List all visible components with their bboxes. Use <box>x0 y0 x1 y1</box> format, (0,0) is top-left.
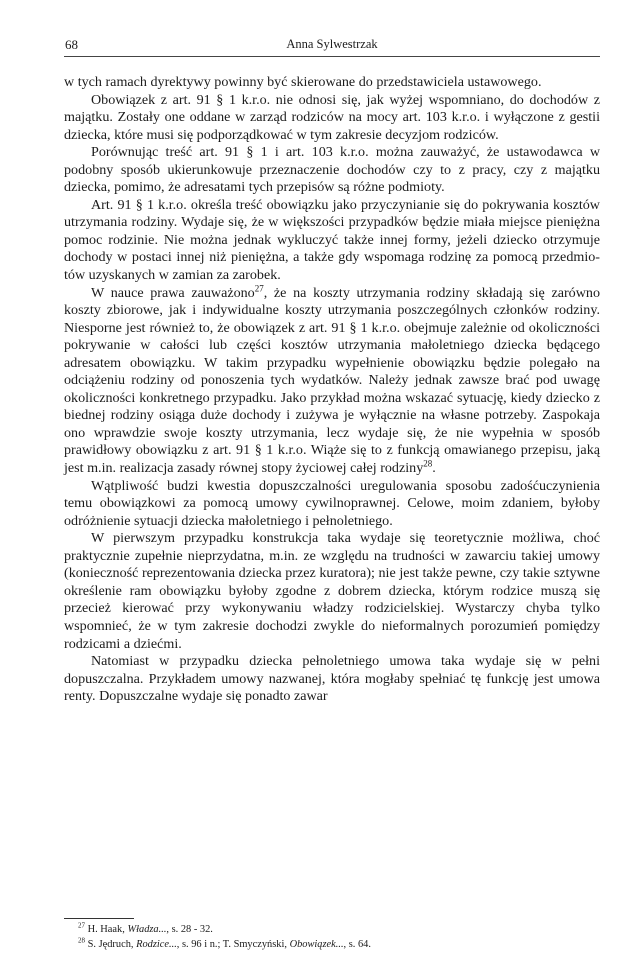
paragraph-5-body: , że na koszty utrzymania rodziny składają się zarówno koszty zbiorowe, jak i indywidualne koszty utrzymania poszczególnych członków rodziny. Niesporne jest również to, że obowiązek z art. 91 § 1 k.r.o. obejmuje zależnie od okoliczności pokrywanie w całości lub części kosztów utrzymania małoletniego dziecka będącego adresatem obowiązku. W takim przypadku wypełnienie obowiązku będzie polegało na odciążeniu rodziny od ponoszenia tych wydatków. Należy jednak zawsze brać pod uwagę okoliczności konkretnego przypadku. Jako przykład można wskazać sytuację, kiedy dziecko z biednej rodziny osiąga duże dochody i zużywa je wyłącznie na własne potrzeby. Zaspokaja ono wprawdzie swoje koszty utrzymania, lecz wydaje się, że nie wypełnia w sposób prawidłowy obowiązku z art. 91 § 1 k.r.o. Wiąże się to z funkcją omawianego przepisu, jaką jest m.in. realizacja zasady równej stopy życiowej całej rodziny <box>64 284 601 477</box>
footnote-title: Władza... <box>127 924 167 935</box>
footnote-28 <box>78 938 598 953</box>
footnote-author: H. Haak, <box>87 924 125 935</box>
paragraph-1: w tych ramach dyrektywy powinny być skierowane do przedstawiciela ustawowego. <box>64 74 542 90</box>
footnote-ref-28[interactable]: 28 <box>423 458 433 469</box>
page-number: 68 <box>65 37 78 52</box>
footnote-author: S. Jędruch, <box>87 938 134 950</box>
paragraph-7: W pierwszym przypadku konstrukcja taka wydaje się teoretycznie możliwa, choć praktycznie zupełnie nieprzydatna, m.in. ze względu na trudności w zawarciu takiej umowy (konieczność reprezentowania dziecka przez kuratora); nie jest także pewne, czy takie sztywne określenie ram obowiązku byłoby zgodne z dobrem dziecka, którym rodzice muszą się przecież kierować przy wykonywaniu władzy rodzicielskiej. Wystarczy chyba tylko wspomnieć, że w tym zakresie dochodzi zwykle do nieformalnych porozumień pomiędzy rodzicami a dziećmi. <box>64 530 600 652</box>
paragraph-5 <box>64 282 601 478</box>
paragraph-3: Porównując treść art. 91 § 1 i art. 103 k.r.o. można zauważyć, że ustawodawca w podobny sposób ukierunkowuje przeznaczenie dochodów czy to z pracy, czy z majątku dziecka, pomimo, że adresatami tych przepisów są różne podmioty. <box>64 144 600 196</box>
footnote-number: 27 <box>78 921 85 930</box>
paragraph-2: Obowiązek z art. 91 § 1 k.r.o. nie odnosi się, jak wyżej wspomniano, do dochodów z majątku. Zostały one oddane w zarząd rodziców na mocy art. 103 k.r.o. i wyłączone z gestii dziecka, które musi się podporządkować w tym zakresie decyzjom rodziców. <box>64 91 600 143</box>
page-header <box>64 36 600 57</box>
paragraph-4: Art. 91 § 1 k.r.o. określa treść obowiązku jako przyczynianie się do pokrywania kosztów utrzymania rodziny. Wydaje się, że w większości przypadków będzie miała miejsce pieniężna pomoc rodzinie. Nie można jednak wykluczyć także innej formy, jeżeli dziecko otrzymuje dochody w postaci innej niż pieniężna, a także gdy wspomaga rodzinę za pomocą przedmiotów uzyskanych w zamian za zarobek. <box>64 196 600 284</box>
footnote-title: Obowiązek... <box>289 938 344 950</box>
footnote-middle: , s. 96 i n.; T. Smyczyński, <box>176 938 287 950</box>
paragraph-5-end: . <box>432 460 436 477</box>
footnote-divider <box>64 918 134 919</box>
paragraph-6: Wątpliwość budzi kwestia dopuszczalności uregulowania sposobu zadośćuczynienia temu obowiązkowi za pomocą umowy cywilnoprawnej. Celowe, moim zdaniem, byłoby odróżnienie sytuacji dziecka małoletniego i pełnoletniego. <box>64 477 600 529</box>
footnotes <box>78 923 598 952</box>
body-text <box>64 74 600 706</box>
running-head-author: Anna Sylwestrzak <box>286 37 378 51</box>
footnote-ref-27[interactable]: 27 <box>254 282 264 293</box>
footnote-27 <box>78 923 598 938</box>
paragraph-5-opening: W nauce prawa zauważono <box>91 284 255 301</box>
footnote-pages: , s. 64. <box>343 938 371 950</box>
footnote-number: 28 <box>78 936 85 945</box>
footnote-pages: , s. 28 - 32. <box>166 924 213 935</box>
footnote-title: Rodzice... <box>136 938 177 950</box>
paragraph-8: Natomiast w przypadku dziecka pełnoletniego umowa taka wydaje się w pełni dopuszczalna. Przykładem umowy nazwanej, która mogłaby spełniać tę funkcję jest umowa renty. Dopuszczalne wydaje się ponadto zawar <box>64 653 600 705</box>
